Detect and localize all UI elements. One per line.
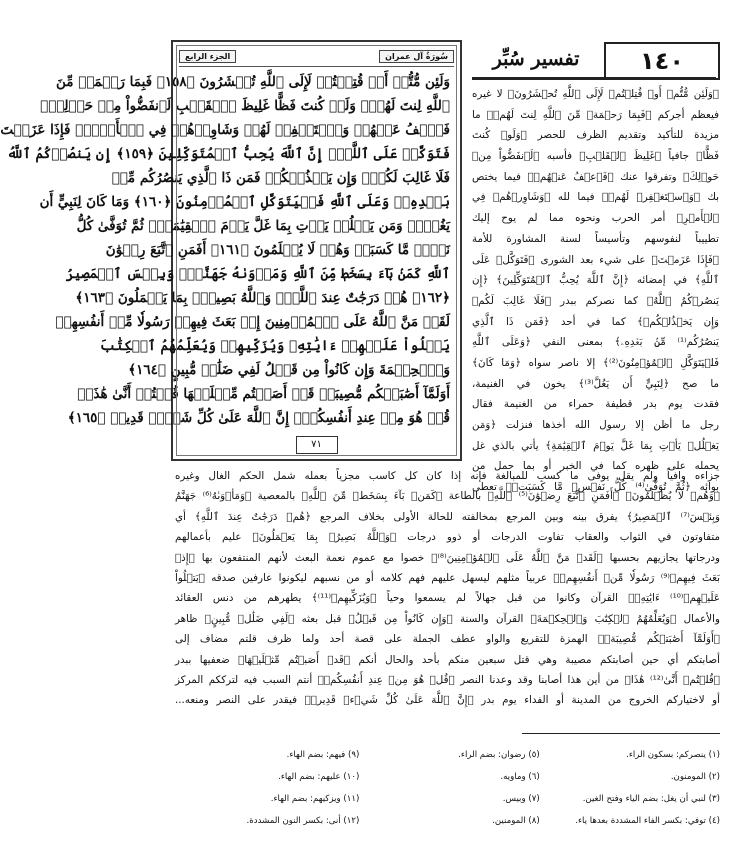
commentary-line: يَنصُرُكُم⁽¹⁾ مِّنۢ بَعۡدِهِۦ﴾ بمعنى النفي ﴿وَعَلَى ٱللَّهِ [472, 336, 719, 349]
commentary-line: حَوۡلِكَ﴾ وتفرقوا عنك ﴿فَٱعۡفُ عَنۡهُمۡ﴾ فيما يختص [472, 170, 719, 183]
verse-line: قُلۡ هُوَ مِنۡ عِندِ أَنفُسِكُمۡۗ إِنَّ ٱللَّهَ عَلَىٰ كُلِّ شَيۡءٖ قَدِيرٞ ﴿١٦٥﴾ [67, 410, 450, 426]
verse-line: أَوَلَمَّآ أَصَٰبَتۡكُم مُّصِيبَةٞ قَدۡ أَصَبۡتُم مِّثۡلَيۡهَا قُلۡتُمۡ أَنَّىٰ هَٰذَاۖ [77, 386, 450, 402]
verse-line: ﴿١٦٢﴾ هُمۡ دَرَجَٰتٌ عِندَ ٱللَّهِۗ وَٱللَّهُ بَصِيرُۢ بِمَا يَعۡمَلُونَ ﴿١٦٣﴾ [75, 290, 450, 306]
footnote: (٧) وبيس. [502, 794, 540, 804]
verse-line: ٱللَّهِ لِنتَ لَهُمۡۖ وَلَوۡ كُنتَ فَظًّا غَلِيظَ ٱلۡقَلۡبِ لَٱنفَضُّواْ مِنۡ حَوۡلِكَۖ [40, 98, 450, 114]
footnote: (٣) لنبي أن يغل: بضم الياء وفتح الغين. [582, 794, 720, 804]
commentary-line: ٱلۡأَمۡرِ﴾ أمر الحرب ونحوه مما لم يوح إليك [472, 212, 719, 225]
commentary-line: فقدت يوم بدر قطيفة حمراء من الغنيمة فقال [472, 398, 719, 411]
commentary-line: يَنصُرۡكُمُ ٱللَّهُ﴾ كما نصركم ببدر ﴿فَلَا غَالِبَ لَكُمۡ [472, 294, 719, 307]
commentary-line: مزيدة للتأكيد وتقديم الظرف للحصر ﴿وَلَوۡ كُنتَ [472, 129, 719, 142]
verse-line: فَلَا غَالِبَ لَكُمۡۖ وَإِن يَخۡذُلۡكُمۡ فَمَن ذَا ٱلَّذِي يَنصُرُكُم مِّنۢ [111, 170, 450, 186]
commentary-line: ﴿وَلَئِن مُّتُّمۡ أَوۡ قُتِلۡتُمۡ لَإِلَى ٱللَّهِ تُحۡشَرُونَ﴾ لا غيره [472, 88, 719, 100]
verse-line: يَتۡلُواْ عَلَيۡهِمۡ ءَايَٰتِهِۦ وَيُزَكِّيهِمۡ وَيُعَلِّمُهُمُ ٱلۡكِتَٰبَ [100, 338, 450, 354]
commentary-line: ودرجاتها يجازيهم بحسبها ﴿لَقَدۡ مَنَّ ٱللَّهُ عَلَى ٱلۡمُؤۡمِنِينَ⁽⁸⁾﴾ خصوا مع عموم نعمة البعث لأنهم المنتفعون بها ﴿إِذۡ [175, 551, 720, 564]
footnote: (١٢) أنى: بكسر النون المشددة. [246, 816, 360, 826]
footnote: (٦) وماويه. [500, 772, 540, 782]
commentary-line: ﴿أَوَلَمَّآ أَصَٰبَتۡكُم مُّصِيبَةٞ﴾ الهمزة للتقريع والواو عطف الجملة على قصة أحد ولما ظرف قلتم مضاف إلى [175, 633, 720, 646]
verse-line: فَٱعۡفُ عَنۡهُمۡ وَٱسۡتَغۡفِرۡ لَهُمۡ وَشَاوِرۡهُمۡ فِي ٱلۡأَمۡرِۖ فَإِذَا عَزَمۡتَ [0, 122, 450, 138]
commentary-line: ما صح ﴿لِنَبِيٍّ أَن يَغُلَّ⁽³⁾﴾ يخون في الغنيمة، [472, 377, 719, 390]
book-title: تفسير سُبِّر [492, 48, 580, 70]
commentary-line: بوائه ﴿ثُمَّ تُوَفَّىٰ⁽⁴⁾ كُلُّ نَفۡسٖ مَّا كَسَبَتۡ﴾ تعطى [472, 481, 719, 494]
footnote: (٥) رضوان: بضم الراء. [458, 750, 540, 760]
commentary-line: يَغۡلُلۡ يَأۡتِ بِمَا غَلَّ يَوۡمَ ٱلۡقِيَٰمَةِ﴾ يأتي بالذي غل [472, 439, 719, 452]
verse-line: فَتَوَكَّلۡ عَلَى ٱللَّهِۚ إِنَّ ٱللَّهَ يُحِبُّ ٱلۡمُتَوَكِّلِينَ ﴿١٥٩﴾ إِن يَنصُرۡكُمُ ٱللَّهُ [7, 146, 450, 162]
commentary-line: فَظًّا﴾ جافياً ﴿غَلِيظَ ٱلۡقَلۡبِ﴾ فأسبه ﴿لَٱنفَضُّواْ مِنۡ [472, 150, 719, 163]
verse-line: نَفۡسٖ مَّا كَسَبَتۡ وَهُمۡ لَا يُظۡلَمُونَ ﴿١٦١﴾ أَفَمَنِ ٱتَّبَعَ رِضۡوَٰنَ [105, 242, 450, 258]
commentary-line: جزاءه وافياً ولم يقل يوفى ما كسب للمبالغة فإنه إذا كان كل كاسب مجزياً بعمله شمل الحكم الغال وغيره [175, 470, 720, 482]
verse-line: بَعۡدِهِۦۗ وَعَلَى ٱللَّهِ فَلۡيَتَوَكَّلِ ٱلۡمُؤۡمِنُونَ ﴿١٦٠﴾ وَمَا كَانَ لِنَبِيٍّ أَن [39, 194, 450, 210]
commentary-line: ﴿وَهُمۡ لَا يُظۡلَمُونَ﴾ ﴿أَفَمَنِ ٱتَّبَعَ رِضۡوَٰنَ⁽⁵⁾ ٱللَّهِ﴾ بالطاعة ﴿كَمَنۢ بَآءَ بِسَخَطٖ مِّنَ ٱللَّهِ﴾ بالمعصية ﴿وَمَأۡوَىٰهُ⁽⁶⁾ جَهَنَّمُ [175, 490, 720, 503]
commentary-line: تطييباً لنفوسهم وتأسيساً لسنة المشاورة للأمة [472, 232, 719, 245]
footnote: (٤) توفي: بكسر الفاء المشددة بعدها ياء. [575, 816, 720, 826]
commentary-line: أو لاختياركم الخروج من المدينة أو الفداء يوم بدر ﴿إِنَّ ٱللَّهَ عَلَىٰ كُلِّ شَيۡءٖ قَدِيرٞ﴾ فيقدر على النصر ومنعه... [175, 694, 720, 707]
commentary-line: أصابتكم أي حين أصابتكم مصيبة وهي قتل سبعين منكم بأحد والحال أنكم ﴿قَدۡ أَصَبۡتُم مِّثۡلَيۡهَا﴾ ضعفيها ببدر [175, 653, 720, 666]
verse-line: ٱللَّهِ كَمَنۢ بَآءَ بِسَخَطٖ مِّنَ ٱللَّهِ وَمَأۡوَىٰهُ جَهَنَّمُۖ وَبِئۡسَ ٱلۡمَصِيرُ [65, 266, 450, 282]
header-divider [472, 77, 716, 80]
mushaf-header [179, 46, 454, 67]
quran-page-number: ٧١ [296, 436, 338, 454]
commentary-line: ﴿قُلۡتُمۡ أَنَّىٰ⁽¹²⁾ هَٰذَا﴾ من أين هذا أصابنا وقد وعدنا النصر ﴿قُلۡ هُوَ مِنۡ عِندِ أَنفُسِكُمۡ﴾ أنتم السبب فيه لترككم المركز [175, 673, 720, 686]
commentary-line: فَلۡيَتَوَكَّلِ ٱلۡمُؤۡمِنُونَ⁽²⁾﴾ إلا ناصر سواه ﴿وَمَا كَانَ﴾ [472, 356, 719, 369]
verse-line: وَٱلۡحِكۡمَةَ وَإِن كَانُواْ مِن قَبۡلُ لَفِي ضَلَٰلٖ مُّبِينٍ ﴿١٦٤﴾ [128, 362, 450, 378]
commentary-line: متفاوتون في الثواب والعقاب تفاوت الدرجات أو ذوو درجات ﴿وَٱللَّهُ بَصِيرُۢ بِمَا يَعۡمَلُونَ﴾ عليم بأعمالهم [175, 531, 720, 544]
commentary-line: ﴿فَإِذَا عَزَمۡتَ﴾ على شيء بعد الشورى ﴿فَتَوَكَّلۡ عَلَى [472, 253, 719, 266]
quran-verses [0, 70, 450, 432]
verse-line: لَقَدۡ مَنَّ ٱللَّهُ عَلَى ٱلۡمُؤۡمِنِينَ إِذۡ بَعَثَ فِيهِمۡ رَسُولٗا مِّنۡ أَنفُسِهِمۡ [55, 314, 450, 330]
side-commentary [472, 84, 719, 498]
commentary-line: والأعمال ﴿وَيُعَلِّمُهُمُ ٱلۡكِتَٰبَ وَٱلۡحِكۡمَةَ﴾ القرآن والسنة ﴿وَإِن كَانُواْ مِن قَبۡلُ﴾ قبل بعثه ﴿لَفِي ضَلَٰلٖ مُّبِينٍ﴾ ظاهر [175, 612, 720, 625]
footnote: (٢) المومنون. [670, 772, 720, 782]
commentary-line: عَلَيۡهِمۡ⁽¹⁰⁾ ءَايَٰتِهِۦ﴾ القرآن وكانوا من قبل جهالاً لم يسمعوا وحياً ﴿وَيُزَكِّيهِمۡ⁽¹¹⁾﴾ يطهرهم من دنس العقائد [175, 592, 720, 605]
verse-line: يَغُلَّۚ وَمَن يَغۡلُلۡ يَأۡتِ بِمَا غَلَّ يَوۡمَ ٱلۡقِيَٰمَةِۚ ثُمَّ تُوَفَّىٰ كُلُّ [76, 218, 450, 234]
commentary-page-number: ١٤٠ [604, 42, 720, 80]
commentary-line: وَإِن يَخۡذُلۡكُمۡ﴾ كما في أحد ﴿فَمَن ذَا ٱلَّذِي [472, 315, 719, 328]
verse-line: وَلَئِن مُّتُّمۡ أَوۡ قُتِلۡتُمۡ لَإِلَى ٱللَّهِ تُحۡشَرُونَ ﴿١٥٨﴾ فَبِمَا رَحۡمَةٖ مِّنَ [56, 74, 450, 90]
footnote-divider [522, 733, 720, 734]
commentary-line: فيعظم أجركم ﴿فَبِمَا رَحۡمَةٖ مِّنَ ٱللَّهِ لِنتَ لَهُمۡ﴾ ما [472, 108, 719, 121]
footnotes [179, 744, 720, 834]
quran-page-panel [0, 40, 462, 461]
juz-tag: الجزء الرابع [179, 50, 236, 63]
commentary-line: يحمله على ظهره كما في الخبر أو بما حمل من [472, 460, 719, 473]
footnote: (١٠) عليهم: بضم الهاء. [278, 772, 360, 782]
surah-name-tag: سُورَةُ آل عمران [379, 50, 454, 63]
footnote: (٩) فيهم: بضم الهاء. [286, 750, 360, 760]
footnote: (٨) المومنين. [492, 816, 540, 826]
commentary-line: رجل ما أظن إلا رسول الله أخذها فنزلت ﴿وَمَن [472, 419, 719, 431]
commentary-line: ٱللَّهِ﴾ في إمضائه ﴿إِنَّ ٱللَّهَ يُحِبُّ ٱلۡمُتَوَكِّلِينَ﴾ ﴿إِن [472, 274, 719, 287]
footnote: (١١) ويزكيهم: بضم الهاء. [270, 794, 360, 804]
footnote: (١) ينصركم: بسكون الراء. [626, 750, 720, 760]
commentary-line: وَبِئۡسَ⁽⁷⁾ ٱلۡمَصِيرُ﴾ يفرق بينه وبين المرجع بمخالفته للحالة الأولى بخلاف المرجع ﴿هُمۡ دَرَجَٰتٌ عِندَ ٱللَّهِ﴾ أي [175, 510, 720, 523]
main-commentary [175, 466, 720, 711]
commentary-line: بك ﴿وَٱسۡتَغۡفِرۡ لَهُمۡ﴾ فيما لله ﴿وَشَاوِرۡهُمۡ فِي [472, 191, 719, 204]
commentary-line: بَعَثَ فِيهِمۡ⁽⁹⁾ رَسُولٗا مِّنۡ أَنفُسِهِمۡ﴾ عربياً مثلهم ليسهل عليهم فهم كلامه أو من نسبهم ليكونوا عارفين صدقه ﴿يَتۡلُواْ [175, 571, 720, 584]
